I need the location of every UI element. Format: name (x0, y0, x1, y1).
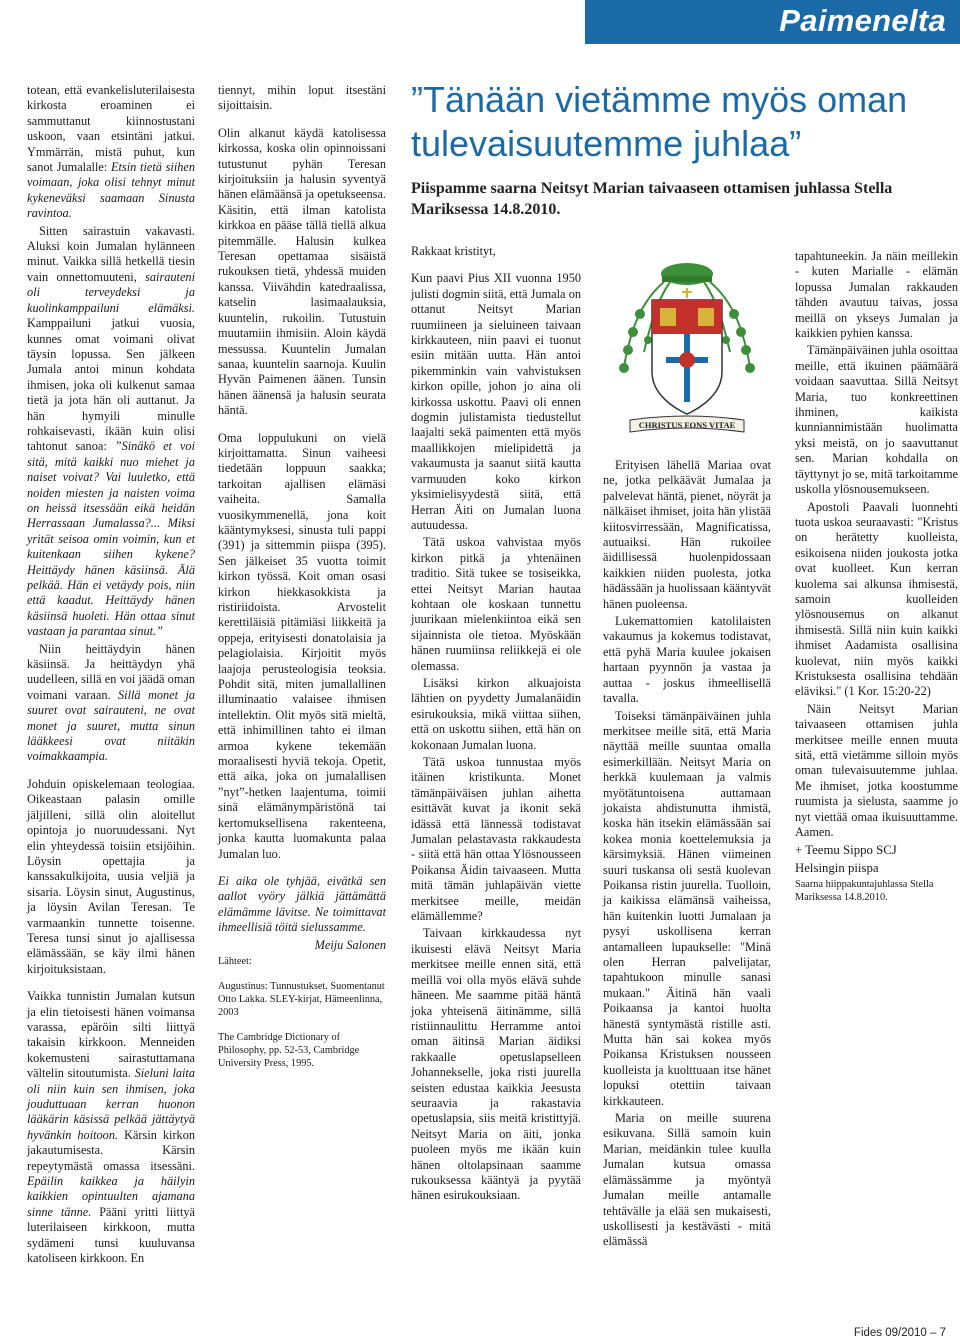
paragraph: Taivaan kirkkaudessa nyt ikuisesti elävä Neitsyt Maria merkitsee meille ennen sitä, että meillä voi olla myös elävä suhde häneen. Me saamme pitää häntä joka yhteisenä äitinämme, sillä ristiinnaulittu Herramme antoi oman äitinsä Marian äidiksi rakkaalle opetuslapselleen Johannekselle, joka risti juurella seisten edustaa kaikkia Jeesusta seuraavia ja rakastavia opetuslapsia, siis meitä kristittyjä. Neitsyt Maria on äiti, jonka puoleen myös me ikään kuin hänen oltolapsinaan saamme rukouksessa kääntyä ja pyytää hänen esirukouksiaan. (411, 926, 581, 1203)
paragraph: Lisäksi kirkon alkuajoista lähtien on pyydetty Jumalanäidin esirukouksia, mikä viittaa siihen, että on uskottu siihen, että hän on kokonaan Jumalan luona. (411, 675, 581, 752)
bishop-coat-of-arms (600, 252, 775, 450)
paragraph: Toiseksi tämänpäiväinen juhla merkitsee meille sitä, että Maria näyttää meille suuntaa omalla esimerkillään. Neitsyt Maria on herkkä kuulemaan ja valmis myötätuntoisena auttamaan jokaista ahdistunutta ihmistä, koska hän itsekin elämässään sai kokea monia koettelemuksia ja kärsimyksiä. Hänen viimeinen suuri tuskansa oli sestä kuolevan Poikansa ristin juurella. Tuolloin, ja kaikissa elämänsä vaiheissa, hän kuitenkin luotti Jumalaan ja pysyi uskollisena kerran antamalleen lupaukselle: "Minä olen Herran palvelijatar, tapahtukoon minulle sanasi mukaan." Äitinä hän vaali Poikaansa ja kantoi huolta hänestä syntymästä ristille asti. Mutta hän sai kokea myös Poikansa Kristuksen nousseen kuolleista ja kuolttuaan itse hänet lopuksi otettiin taivaan kirkkauteen. (603, 708, 771, 1108)
article-subtitle: Piispamme saarna Neitsyt Marian taivaaseen ottamisen juhlassa Stella Mariksessa 14.8.2010. (411, 180, 893, 218)
author-name: Meiju Salonen (314, 937, 386, 952)
paragraph: Apostoli Paavali luonnehti tuota uskoa seuraavasti: "Kristus on herätetty kuolleista, esikoisena niiden joukosta jotka ovat kuolleet. Kun kerran kuolema sai alkunsa ihmisestä, samoin kuolleiden ylösnousemus on alkanut ihmisestä. Sillä niin kuin kaikki ihmiset Aadamista osallisina kuolevat, niin myös kaikki Kristuksesta osallisina tehdään eläviksi." (1 Kor. 15:20-22) (795, 499, 958, 699)
source-item: The Cambridge Dictionary of Philosophy, pp. 52-53, Cambridge University Press, 1995. (218, 1031, 360, 1069)
section-header-bar (585, 0, 960, 44)
salutation: Rakkaat kristityt, (411, 244, 496, 258)
paragraph: Niin heittäydyin hänen käsiinsä. Ja heittäydyn yhä uudelleen, sillä en voi jäädä oman voimani varaan. Sillä monet ja suuret ovat sairauteni, ne ovat monet ja suuret, mutta sinun lääkkeesi ovat niitäkin voimakkaampia. (27, 641, 196, 764)
paragraph: Sitten sairastuin vakavasti. Aluksi koin Jumalan hylänneen minut. Vaikka sillä hetkellä tiesin vain onnettomuuteni, sairauteni oli terveydeksi ja kuolinkamppailuni elämäksi. Kamppailuni jatkui vuosia, kunnes omat voimani olivat täysin lopussa. Sen jälkeen Jumala antoi minun kohdata ihmisen, joka oli kulkenut samaa tietä ja jota hän oli auttanut. Ja hän hymyili minulle rohkaisevasti, ikään kuin olisi tahtonut sanoa: ”Sinäkö et voi sitä, mitä kaikki nuo miehet ja naiset voivat? Vai luuletko, että noiden miesten ja naisten voima on heissä itsessään eikä heidän Herrassaan Jumalassa?... Miksi yrität seisoa omin voimin, kun et kuitenkaan siihen kykene? Heittäydy hänen käsiinsä. Älä pelkää. Hän ei vetäydy pois, niin että kaadut. Heittäydy hänen käsiinsä huoleti. Hän ottaa sinut vastaan ja parantaa sinut.” (27, 223, 195, 639)
paragraph: totean, että evankelisluterilaisesta kirkosta eroaminen ei sammuttanut kiinnostustani uskoon, vaan etsintäni jatkui. Ymmärrän, mistä puhut, kun sanot Jumalalle: Etsin tietä siihen voimaan, joka olisi tehnyt minut kykeneväksi saamaan Sinusta ravintoa. (27, 83, 195, 221)
column-2 (218, 83, 386, 1072)
column-1 (27, 83, 195, 1268)
section-title: Paimenelta (779, 3, 946, 38)
source-item: Augustinus: Tunnustukset. Suomentanut Otto Lakka. SLEY-kirjat, Hämeenlinna, 2003 (218, 980, 385, 1018)
paragraph: Vaikka tunnistin Jumalan kutsun ja elin tietoisesti hänen voimansa varassa, epäröin silti liittyä takaisin kirkkoon. Menneiden kokemusteni sairastuttamana vältelin sitoutumista. Sieluni laita oli niin kuin sen ihmisen, joka jouduttuaan kerran huonon lääkärin käsissä pelkää jättäytyä hyvänkin hoitoon. Kärsin kirkon jakautumisesta. Kärsin repeytymästä omassa itsessäni. Epäilin kaikkea ja häilyin kaikkien opintuulten ajamana sinne tänne. Pääni yritti liittyä luterilaiseen kirkkoon, mutta sydämeni tunsi kuuluvansa katoliseen kirkkoon. En (27, 989, 196, 1266)
sources-label: Lähteet: (218, 955, 252, 967)
signature-name: + Teemu Sippo SCJ (795, 843, 897, 858)
paragraph: Lukemattomien katolilaisten vakaumus ja kokemus todistavat, että pyhä Maria kuulee jokaisen hartaan pyynnön ja vastaa ja auttaa - joskus ihmeellisellä tavalla. (603, 614, 771, 706)
paragraph: Näin Neitsyt Marian taivaaseen ottamisen juhla merkitsee meille ennen muuta sitä, että vietämme silloin myös oman tulevaisuutemme juhlaa. Me ihmiset, jotka koostumme ruumista ja sielusta, saamme jo nyt viettää omaa ikuisuuttamme. Aamen. (795, 701, 958, 840)
paragraph: tiennyt, mihin loput itsestäni sijoittaisin. (218, 83, 386, 113)
article-title: ”Tänään vietämme myös oman tulevaisuutemme juhlaa” (411, 79, 908, 164)
italic-quote: Ei aika ole tyhjää, eivätkä sen aallot vyöry jälkiä jättämättä elämämme lävitse. Ne toimittavat ihmeellisiä töitä sielussamme. (218, 873, 386, 935)
paragraph: Oma loppulukuni on vielä kirjoittamatta. Sinun vaiheesi tiedetään loppuun saakka; tarkoitan ajallisen elämäsi vaiheita. Samalla vuosikymmenellä, jona koit kääntymyksesi, sinusta tuli pappi (391) ja sittemmin piispa (395). Sen jälkeiset 35 vuotta toimit kirkon työssä. Koit oman osasi kirkon hiekkasokkista ja ristiriidoista. Arvostelit kerettiläisiä pitämiäsi liikkeitä ja oppeja, erityisesti donatolaisia ja pelagiolaisia. Kirjoitit myös laajoja perusteologisia teoksia. Pohdit sitä, miten jumallallinen illuminaatio valaisee ihmisen intellektin. Olit myös sitä mieltä, että inhimillinen tahto ei ilman armoa kykene tekemään moraalisesti hyviä tekoja. Opetit, että aika, joka on jumalallisen ”nyt”-hetken laajentuma, toimii sinä elämänympäristönä tai kertomuksellisena rakenteena, jonka kautta luomakunta palaa Jumalan luo. (218, 430, 386, 861)
paragraph: Kun paavi Pius XII vuonna 1950 julisti dogmin siitä, että Jumala on ottanut Neitsyt Marian ruumiineen ja sieluineen taivaan kirkkauteen, niin paavi ei tuonut esiin mitään uutta. Hän antoi pikemminkin vain vahvistuksen kirkon opille, johon jo aina oli kirkossa uskottu. Paavi oli ennen dogmin julistamista tiedustellut laajalti sekä paimenten että myös maallikkojen mielipidettä ja vakaumusta ja saanut siitä kautta varmuuden koko kirkon yksimielisyydestä siitä, että Herran Äiti on Jumalan luona autuudessa. (411, 271, 581, 532)
paragraph: Tämänpäiväinen juhla osoittaa meille, että ikuinen päämäärä voidaan saavuttaa. Sillä Neitsyt Maria, tuo konkreettinen ihminen, kaikista kunniannimistään huolimatta yksi meistä, on jo saavuttanut sen. Marian kohdalla on täyttynyt jo se, mitä tarkoitamme uskolla ylösnousemukseen. (795, 343, 958, 497)
paragraph: Johduin opiskelemaan teologiaa. Oikeastaan palasin omille jäljilleni, sillä olin aloitellut opintoja jo nuoruudessani. Nyt elin yhteydessä toisiin etsijöihin. Löysin opettajia ja kanssakulkijoita, uusia veljiä ja sisaria. Löysin sinut, Augustinus, ja löysin Avilan Teresan. Te varmaankin tunnette toisenne. Teresa tunsi sinut jo ajallisessa elämässään, se käy ilmi hänen kirjoituksistaan. (27, 776, 195, 976)
sermon-note: Saarna hiippakuntajuhlassa Stella Mariksessa 14.8.2010. (795, 879, 934, 904)
paragraph: Olin alkanut käydä katolisessa kirkossa, koska olin opinnoissani tutustunut pyhän Teresan kirjoituksiin ja halusin syventyä hänen elämäänsä ja opetukseensa. Käsitin, että ilman katolista kirkkoa en pääse tällä tiellä alkua pitemmälle. Halusin kulkea Teresan opettamaa sisäistä rukouksen tietä, yhdessä muiden kanssa. Viivähdin katedraalissa, katselin lasimaalauksia, kuuntelin, rukoilin. Tutustuin muutamiin ihmisiin. Aloin käydä messussa. Kuuntelin Jumalan sanaa, kuuntelin saarnoja. Kuulin Hyvän Paimenen äänen. Tunsin hänen äänensä ja halusin seurata häntä. (218, 125, 386, 418)
paragraph: Tätä uskoa tunnustaa myös itäinen kristikunta. Monet tämänpäiväisen juhlan aihetta esittävät kuvat ja ikonit sekä idässä että lännessä todistavat Jumalan pelastavasta rakkaudesta - siitä että hän ottaa Ylösnousseen Poikansa Äidin taivaaseen. Mutta mitä tämän juhlapäivän viette merkitsee meille, meidän elämällemme? (411, 755, 581, 924)
crest-motto: CHRISTUS FONS VITAE (638, 420, 736, 430)
paragraph: Maria on meille suurena esikuvana. Sillä samoin kuin Marian, meidänkin tulee kuulla Jumalan kutsua omassa elämässämme ja myöntyä Jumalan meille antamalle tehtävälle ja elää sen mukaisesti, uskollisesti ja kestävästi - mitä elämässä (603, 1111, 771, 1249)
column-4 (603, 458, 771, 1252)
paragraph: tapahtuneekin. Ja näin meillekin - kuten Marialle - elämän lopussa Jumalan rakkauden tähden avautuu taivas, jossa meillä on ykseys Jumalan ja kaikkien pyhien kanssa. (795, 249, 958, 341)
page-footer: Fides 09/2010 – 7 (853, 1327, 946, 1339)
signature-title: Helsingin piispa (795, 861, 879, 876)
paragraph: Tätä uskoa vahvistaa myös kirkon pitkä ja yhtenäinen traditio. Sitä tukee se tosiseikka, ettei Neitsyt Marian hautaa kohtaan ole koskaan tunnettu juurikaan mielenkiintoa eikä sen sijainnista ole tietoa. Myöskään hänen ruumiinsa reliikkejä ei ole olemassa. (411, 535, 581, 673)
paragraph: Erityisen lähellä Mariaa ovat ne, jotka pelkäävät Jumalaa ja palvelevat häntä, pienet, nöyrät ja nälkäiset ihmiset, joita hän ylistää kiitosvirressään, Magnificatissa, autuaiksi. Hän rukoilee äidillisessä huolenpidossaan kaikkien niiden puolesta, jotka hädässään ja huolissaan kääntyvät hänen puoleensa. (603, 458, 771, 611)
column-3 (411, 244, 581, 1206)
column-5 (795, 249, 958, 906)
